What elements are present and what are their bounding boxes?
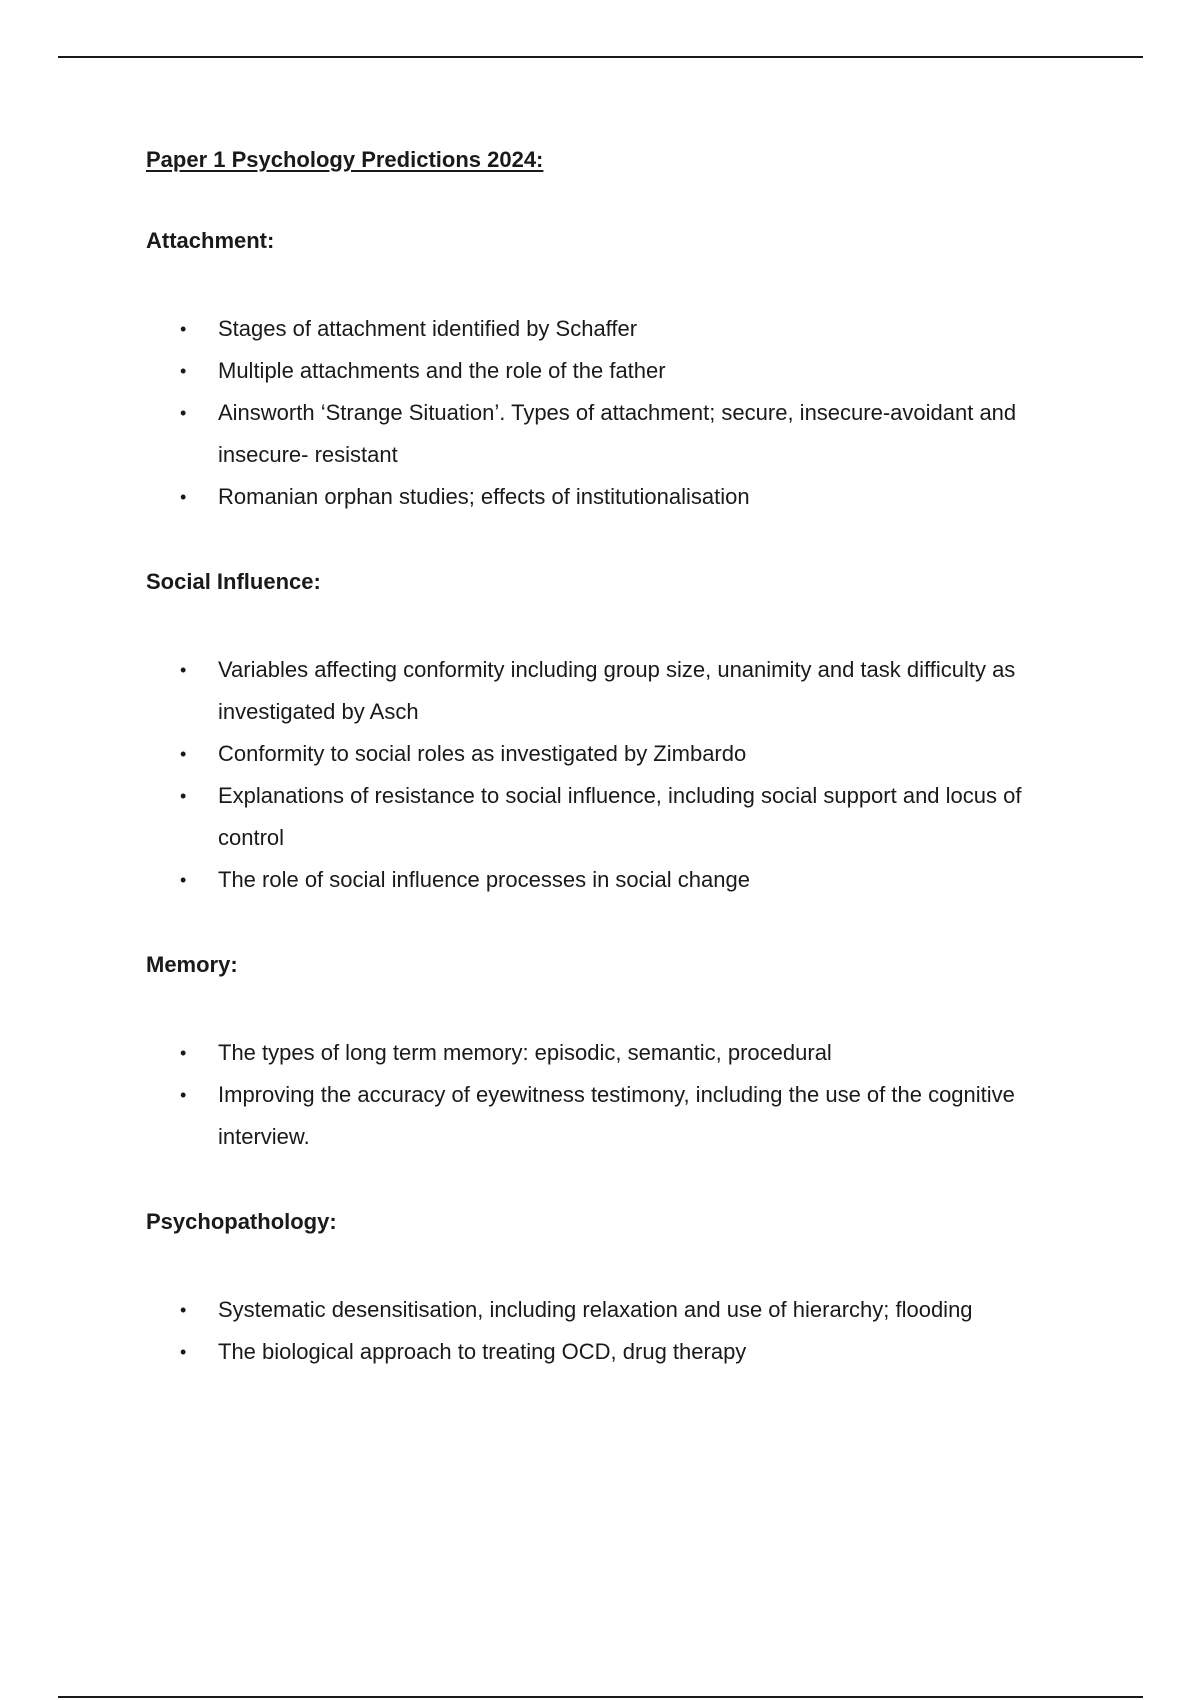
bullet-icon: • [180,361,187,381]
bullet-list [146,1289,1076,1373]
bullet-icon: • [180,870,187,890]
footer-rule [58,1696,1143,1698]
list-item [146,649,1076,733]
section-social-influence [146,567,1076,901]
bullet-list [146,649,1076,901]
section-heading: Social Influence: [146,569,321,594]
list-item [146,1289,1076,1331]
bullet-icon: • [180,1043,187,1063]
list-item-text: Systematic desensitisation, including relaxation and use of hierarchy; flooding [218,1297,973,1322]
section-memory [146,950,1076,1158]
list-item [146,1032,1076,1074]
bullet-icon: • [180,1342,187,1362]
list-item-text: Ainsworth ‘Strange Situation’. Types of attachment; secure, insecure-avoidant and insecure- resistant [218,400,1017,467]
list-item [146,350,1076,392]
section-heading: Psychopathology: [146,1209,337,1234]
list-item-text: The biological approach to treating OCD, drug therapy [218,1339,747,1364]
list-item-text: Variables affecting conformity including group size, unanimity and task difficulty as investigated by Asch [218,657,1016,724]
list-item-text: Stages of attachment identified by Schaffer [218,316,638,341]
section-heading: Attachment: [146,228,275,253]
bullet-icon: • [180,744,187,764]
list-item [146,733,1076,775]
bullet-icon: • [180,319,187,339]
list-item-text: Improving the accuracy of eyewitness testimony, including the use of the cognitive interview. [218,1082,1015,1149]
bullet-list [146,1032,1076,1158]
list-item-text: The role of social influence processes in social change [218,867,750,892]
list-item [146,859,1076,901]
list-item [146,476,1076,518]
document-title: Paper 1 Psychology Predictions 2024: [146,147,544,172]
list-item-text: Explanations of resistance to social influence, including social support and locus of control [218,783,1022,850]
bullet-icon: • [180,487,187,507]
list-item [146,1074,1076,1158]
section-heading: Memory: [146,952,238,977]
header-rule [58,56,1143,58]
list-item [146,308,1076,350]
bullet-icon: • [180,660,187,680]
list-item-text: Conformity to social roles as investigated by Zimbardo [218,741,747,766]
bullet-icon: • [180,403,187,423]
list-item [146,392,1076,476]
section-attachment [146,226,1076,518]
list-item-text: Multiple attachments and the role of the father [218,358,666,383]
bullet-list [146,308,1076,518]
section-psychopathology [146,1207,1076,1373]
bullet-icon: • [180,1085,187,1105]
list-item-text: Romanian orphan studies; effects of institutionalisation [218,484,750,509]
document-body [146,143,1076,1373]
bullet-icon: • [180,786,187,806]
list-item [146,775,1076,859]
list-item-text: The types of long term memory: episodic, semantic, procedural [218,1040,832,1065]
bullet-icon: • [180,1300,187,1320]
list-item [146,1331,1076,1373]
